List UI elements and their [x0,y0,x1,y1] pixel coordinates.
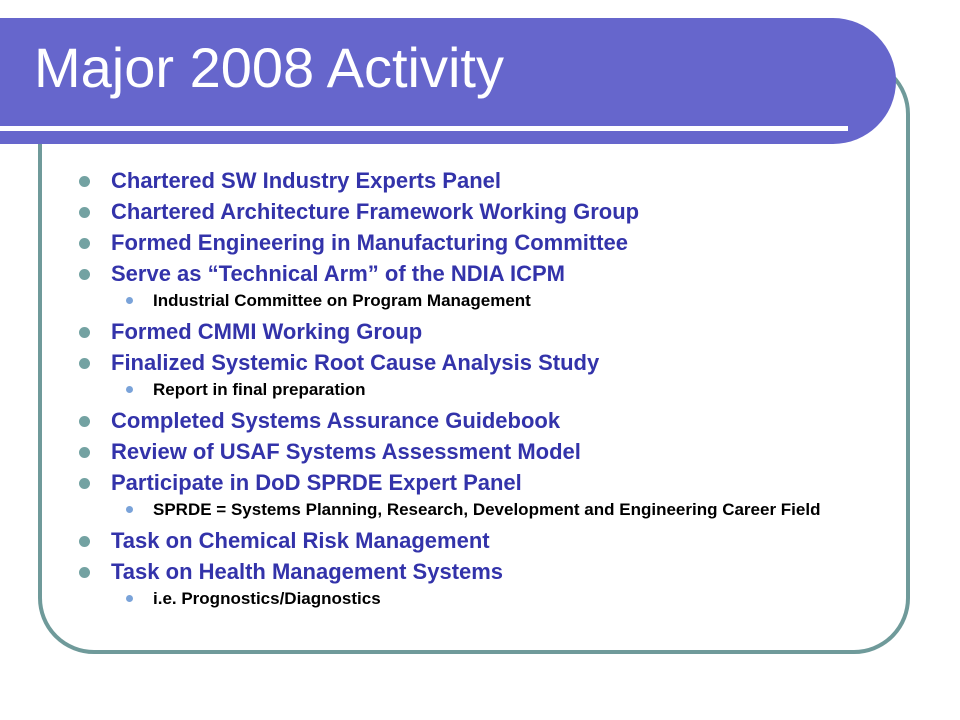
bullet-item: Completed Systems Assurance Guidebook [0,408,960,434]
bullet-item: Task on Health Management Systems [0,559,960,585]
bullet-item: Task on Chemical Risk Management [0,528,960,554]
bullet-item: Review of USAF Systems Assessment Model [0,439,960,465]
bullet-item: Chartered Architecture Framework Working Group [0,199,960,225]
bullet-item: Finalized Systemic Root Cause Analysis Study [0,350,960,376]
bullet-item: Formed CMMI Working Group [0,319,960,345]
sub-bullet-item: Report in final preparation [0,381,960,399]
bullet-item: Formed Engineering in Manufacturing Committee [0,230,960,256]
title-underline [0,126,848,131]
sub-bullet-item: i.e. Prognostics/Diagnostics [0,590,960,608]
sub-bullet-item: Industrial Committee on Program Management [0,292,960,310]
slide-title: Major 2008 Activity [34,36,504,99]
bullet-list [0,168,960,617]
bullet-item: Participate in DoD SPRDE Expert Panel [0,470,960,496]
bullet-item: Serve as “Technical Arm” of the NDIA ICPM [0,261,960,287]
bullet-item: Chartered SW Industry Experts Panel [0,168,960,194]
sub-bullet-item: SPRDE = Systems Planning, Research, Development and Engineering Career Field [0,501,960,519]
